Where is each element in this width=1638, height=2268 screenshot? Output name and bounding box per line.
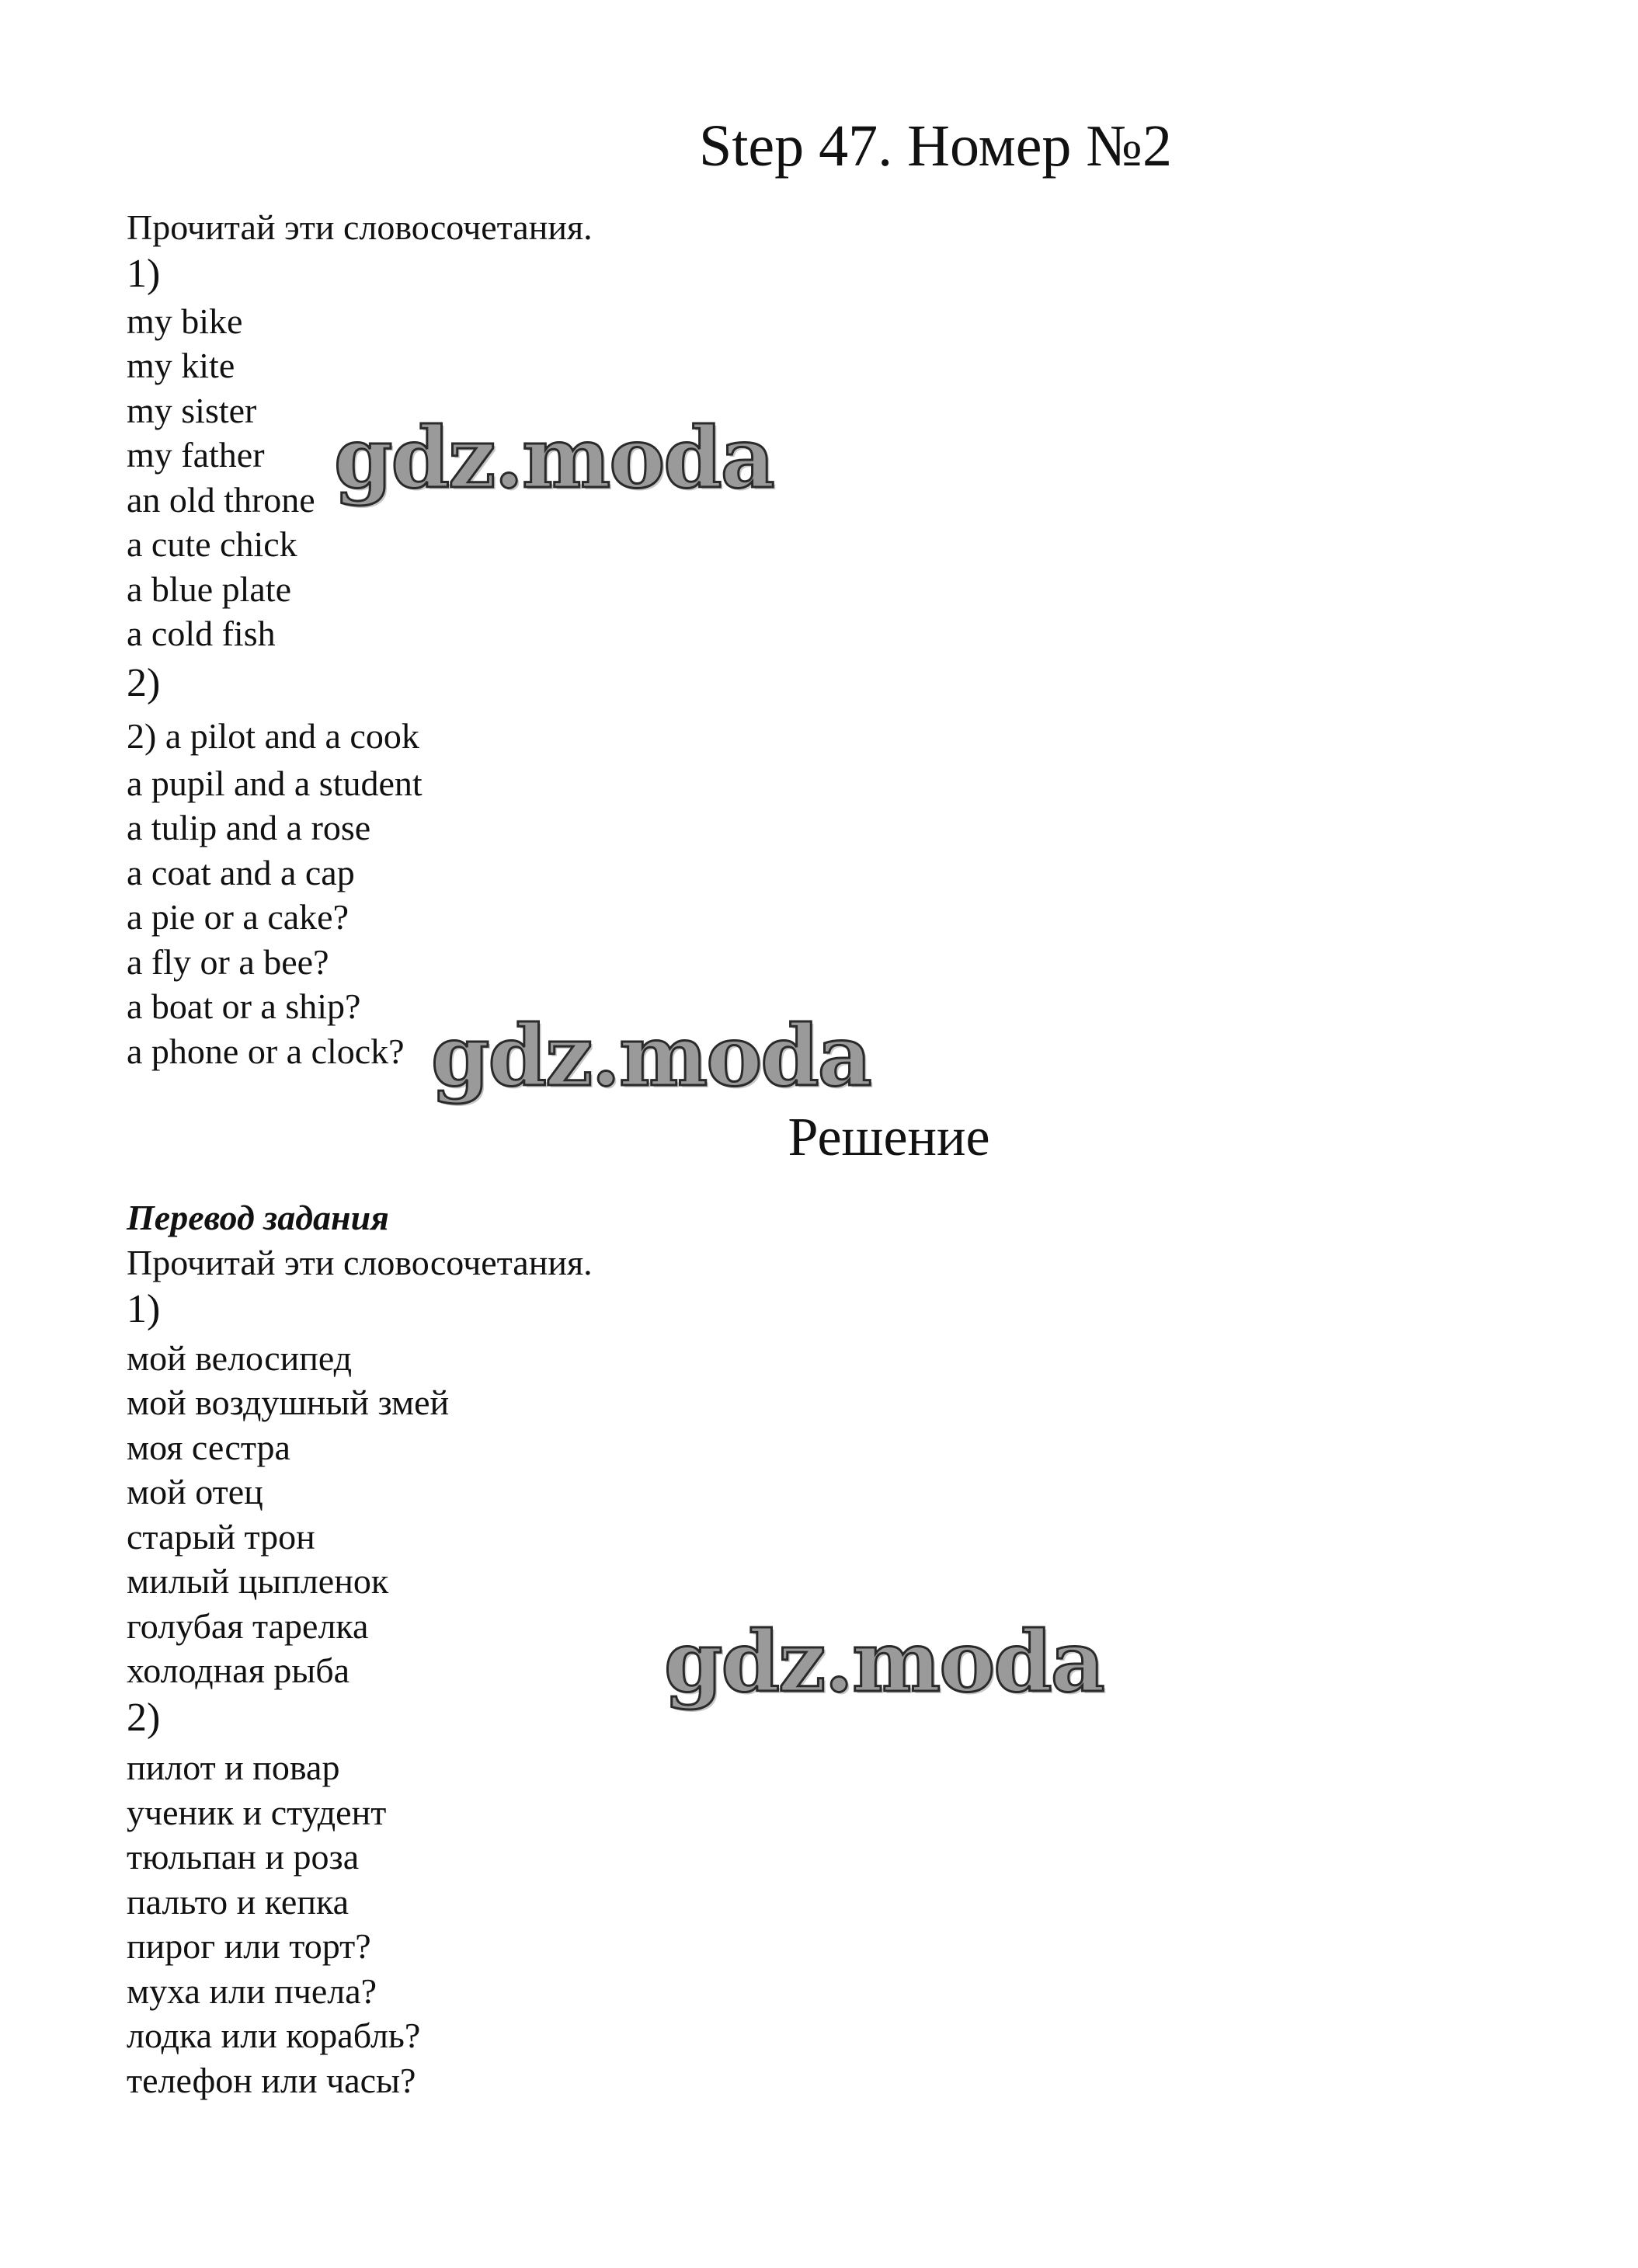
solution-part1-item: моя сестра: [127, 1428, 290, 1467]
solution-part2-item: пальто и кепка: [127, 1882, 350, 1922]
task-part1-label: 1): [127, 252, 161, 296]
solution-part2-item: пирог или торт?: [127, 1926, 371, 1966]
task-instruction: Прочитай эти словосочетания.: [127, 207, 593, 247]
solution-instruction: Прочитай эти словосочетания.: [127, 1243, 593, 1282]
task-part1-item: a blue plate: [127, 569, 292, 609]
task-part2-item: 2) a pilot and a cook: [127, 716, 419, 756]
task-part1-item: my sister: [127, 391, 257, 430]
task-part2-item: a phone or a clock?: [127, 1031, 405, 1071]
solution-part2-item: пилот и повар: [127, 1748, 340, 1787]
task-part1-item: a cute chick: [127, 524, 297, 564]
solution-part1-label: 1): [127, 1287, 161, 1331]
solution-part1-item: мой велосипед: [127, 1338, 353, 1378]
task-part1-item: my father: [127, 435, 265, 475]
solution-heading: Решение: [788, 1108, 990, 1167]
task-part2-item: a pie or a cake?: [127, 897, 350, 937]
task-part1-item: an old throne: [127, 480, 315, 520]
task-part2-label: 2): [127, 661, 161, 705]
translation-heading: Перевод задания: [127, 1198, 389, 1237]
watermark-logo: gdz.moda: [664, 1613, 1104, 1711]
watermark-logo: gdz.moda: [334, 409, 774, 507]
solution-part1-item: холодная рыба: [127, 1651, 350, 1690]
solution-part2-item: лодка или корабль?: [127, 2016, 421, 2055]
task-part2-item: a pupil and a student: [127, 764, 423, 803]
page-title: Step 47. Номер №2: [699, 113, 1172, 179]
solution-part2-label: 2): [127, 1696, 161, 1740]
solution-part1-item: мой воздушный змей: [127, 1383, 450, 1422]
solution-part1-item: голубая тарелка: [127, 1606, 369, 1646]
solution-part1-item: милый цыпленок: [127, 1561, 389, 1601]
watermark-logo: gdz.moda: [431, 1007, 871, 1105]
task-part2-item: a boat or a ship?: [127, 986, 361, 1026]
solution-part2-item: телефон или часы?: [127, 2061, 416, 2100]
task-part2-item: a fly or a bee?: [127, 942, 329, 982]
solution-part1-item: мой отец: [127, 1472, 263, 1511]
solution-part2-item: тюльпан и роза: [127, 1837, 360, 1877]
task-part2-item: a coat and a cap: [127, 853, 355, 892]
solution-part2-item: ученик и студент: [127, 1793, 387, 1832]
solution-part2-item: муха или пчела?: [127, 1971, 377, 2011]
task-part2-item: a tulip and a rose: [127, 808, 371, 847]
task-part1-item: my bike: [127, 301, 243, 341]
task-part1-item: a cold fish: [127, 614, 276, 653]
solution-part1-item: старый трон: [127, 1517, 315, 1557]
task-part1-item: my kite: [127, 346, 235, 385]
